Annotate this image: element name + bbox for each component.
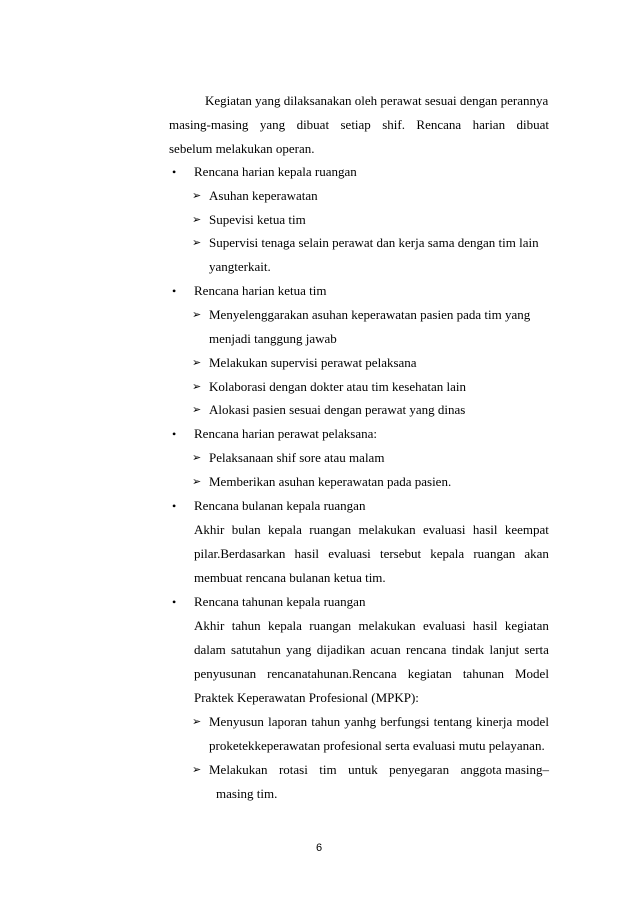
list-item: Pelaksanaan shif sore atau malam	[209, 450, 385, 465]
list-item	[209, 714, 549, 730]
word: yang	[259, 117, 286, 132]
tahunan-paragraph-line-3	[194, 666, 549, 682]
arrow-bullet-icon: ➢	[192, 764, 202, 776]
list-item-continuation: proketekkeperawatan profesional serta evaluasi mutu pelayanan.	[209, 738, 545, 753]
word: dibuat	[516, 117, 549, 132]
tahunan-paragraph-line-1	[194, 618, 549, 634]
word: serta	[524, 642, 549, 657]
word: tahun	[311, 714, 341, 729]
word: satutahun	[231, 642, 281, 657]
word: Model	[515, 666, 549, 681]
word: kegiatan	[504, 618, 549, 633]
word: tahun	[231, 618, 261, 633]
word: evaluasi	[328, 546, 371, 561]
bulanan-paragraph-line-2	[194, 546, 549, 562]
word: melakukan	[358, 522, 416, 537]
word: tersebut	[379, 546, 422, 561]
intro-line-2	[169, 117, 549, 133]
word: kepala	[430, 546, 465, 561]
word: tindak	[451, 642, 485, 657]
bullet-icon: •	[172, 595, 177, 609]
word: ruangan	[473, 546, 516, 561]
word: model	[516, 714, 549, 729]
word: yanhg	[344, 714, 377, 729]
arrow-bullet-icon: ➢	[192, 404, 202, 416]
arrow-bullet-icon: ➢	[192, 190, 202, 202]
word: hasil	[294, 546, 320, 561]
word: hasil	[472, 522, 498, 537]
section-title-bulanan: Rencana bulanan kepala ruangan	[194, 498, 366, 513]
word: masing-masing	[169, 117, 249, 132]
arrow-bullet-icon: ➢	[192, 476, 202, 488]
section-title-kepala-ruangan: Rencana harian kepala ruangan	[194, 164, 357, 179]
word: setiap	[340, 117, 371, 132]
list-item: Alokasi pasien sesuai dengan perawat yang dinas	[209, 402, 466, 417]
word: rencanatahunan.Rencana	[267, 666, 397, 681]
word: tim	[319, 762, 337, 777]
word: ruangan	[309, 618, 352, 633]
word: anggota masing–	[460, 762, 549, 777]
word: Rencana	[416, 117, 462, 132]
bullet-icon: •	[172, 427, 177, 441]
list-item-continuation: menjadi tanggung jawab	[209, 331, 337, 346]
word: ruangan	[309, 522, 352, 537]
word: Akhir	[194, 618, 225, 633]
word: tentang	[433, 714, 472, 729]
word: shif.	[382, 117, 405, 132]
list-item: Asuhan keperawatan	[209, 188, 318, 203]
tahunan-paragraph-line-4: Praktek Keperawatan Profesional (MPKP):	[194, 690, 419, 705]
word: Melakukan	[209, 762, 268, 777]
word: tahunan	[462, 666, 504, 681]
word: penyegaran	[389, 762, 450, 777]
word: kinerja	[476, 714, 513, 729]
word: kegiatan	[407, 666, 452, 681]
list-item	[209, 762, 549, 778]
list-item-continuation: yangterkait.	[209, 259, 271, 274]
word: harian	[472, 117, 506, 132]
arrow-bullet-icon: ➢	[192, 357, 202, 369]
intro-line-1: Kegiatan yang dilaksanakan oleh perawat sesuai dengan perannya	[205, 93, 549, 108]
word: melakukan	[358, 618, 416, 633]
word: lanjut	[489, 642, 520, 657]
section-title-perawat-pelaksana: Rencana harian perawat pelaksana:	[194, 426, 377, 441]
word: kepala	[267, 522, 302, 537]
word: dijadikan	[316, 642, 366, 657]
word: dibuat	[296, 117, 330, 132]
list-item: Kolaborasi dengan dokter atau tim kesehatan lain	[209, 379, 467, 394]
intro-line-3: sebelum melakukan operan.	[169, 141, 315, 156]
section-title-ketua-tim: Rencana harian ketua tim	[194, 283, 327, 298]
word: rotasi	[278, 762, 308, 777]
list-item: Melakukan supervisi perawat pelaksana	[209, 355, 417, 370]
word: yang	[286, 642, 312, 657]
bulanan-paragraph-line-3: membuat rencana bulanan ketua tim.	[194, 570, 386, 585]
arrow-bullet-icon: ➢	[192, 716, 202, 728]
arrow-bullet-icon: ➢	[192, 214, 202, 226]
word: hasil	[472, 618, 498, 633]
word: evaluasi	[422, 618, 466, 633]
list-item: Supevisi ketua tim	[209, 212, 306, 227]
word: keempat	[504, 522, 549, 537]
word: pilar.Berdasarkan	[194, 546, 286, 561]
word: berfungsi	[380, 714, 430, 729]
arrow-bullet-icon: ➢	[192, 237, 202, 249]
word: penyusunan	[194, 666, 257, 681]
word: akan	[524, 546, 549, 561]
list-item: Memberikan asuhan keperawatan pada pasien.	[209, 474, 452, 489]
word: Akhir	[194, 522, 225, 537]
word: laporan	[268, 714, 308, 729]
list-item: Menyelenggarakan asuhan keperawatan pasien pada tim yang	[209, 307, 531, 322]
arrow-bullet-icon: ➢	[192, 452, 202, 464]
word: bulan	[231, 522, 261, 537]
bullet-icon: •	[172, 165, 177, 179]
bullet-icon: •	[172, 284, 177, 298]
word: acuan	[370, 642, 401, 657]
word: evaluasi	[422, 522, 466, 537]
word: dalam	[194, 642, 226, 657]
list-item: Supervisi tenaga selain perawat dan kerja sama dengan tim lain	[209, 235, 539, 250]
arrow-bullet-icon: ➢	[192, 381, 202, 393]
section-title-tahunan: Rencana tahunan kepala ruangan	[194, 594, 366, 609]
page-number: 6	[315, 842, 323, 854]
arrow-bullet-icon: ➢	[192, 309, 202, 321]
bulanan-paragraph-line-1	[194, 522, 549, 538]
word: rencana	[405, 642, 447, 657]
word: Menyusun	[209, 714, 264, 729]
word: untuk	[348, 762, 378, 777]
bullet-icon: •	[172, 499, 177, 513]
list-item-continuation: masing tim.	[216, 786, 278, 801]
word: kepala	[267, 618, 302, 633]
tahunan-paragraph-line-2	[194, 642, 549, 658]
